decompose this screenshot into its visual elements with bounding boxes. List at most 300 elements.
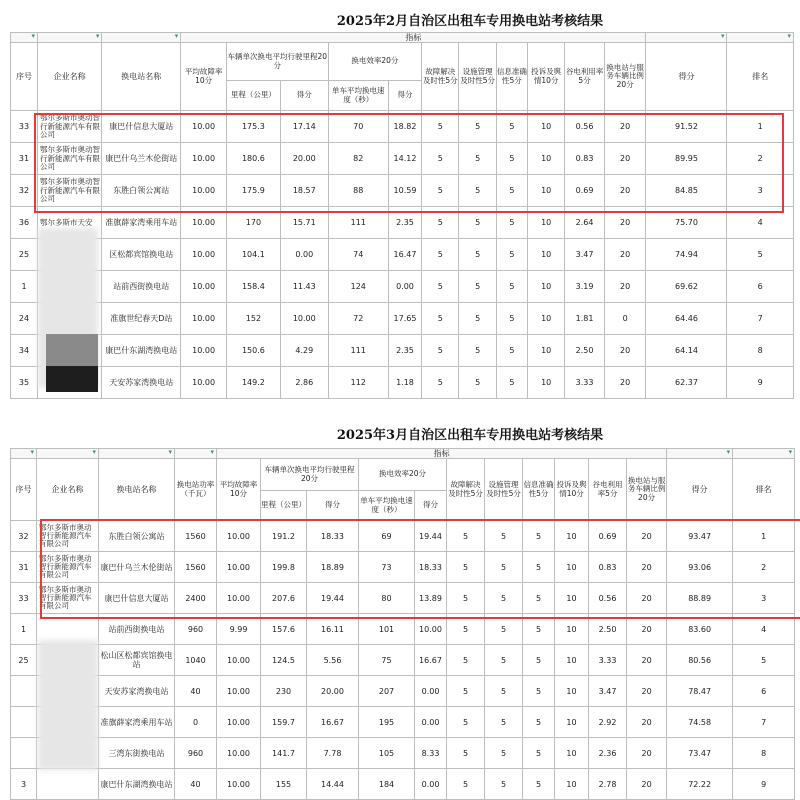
cell-c1: 5 xyxy=(422,111,459,143)
cell-mscore: 11.43 xyxy=(280,271,328,303)
filter-dropdown[interactable] xyxy=(727,33,794,43)
cell-c1: 5 xyxy=(422,175,459,207)
cell-fault: 10.00 xyxy=(181,303,227,335)
cell-fault: 10.00 xyxy=(217,769,261,800)
cell-rank: 3 xyxy=(733,583,795,614)
cell-c3: 5 xyxy=(496,367,527,399)
cell-station: 准旗薛家湾乘用车站 xyxy=(102,207,181,239)
filter-row xyxy=(11,449,795,459)
cell-power: 2400 xyxy=(175,583,217,614)
filter-dropdown[interactable] xyxy=(667,449,733,459)
cell-station: 三湾东街换电站 xyxy=(99,738,175,769)
cell-c3: 5 xyxy=(496,335,527,367)
indicator-label: 指标 xyxy=(405,33,422,42)
cell-valley: 0.83 xyxy=(589,552,627,583)
cell-rank: 4 xyxy=(733,614,795,645)
cell-c4: 10 xyxy=(527,239,564,271)
cell-fault: 10.00 xyxy=(217,552,261,583)
cell-total: 88.89 xyxy=(667,583,733,614)
cell-c1: 5 xyxy=(422,143,459,175)
feb-results-table xyxy=(10,32,794,399)
filter-row xyxy=(11,33,794,43)
cell-fault: 10.00 xyxy=(181,335,227,367)
cell-mscore: 19.44 xyxy=(307,583,359,614)
cell-c4: 10 xyxy=(555,769,589,800)
cell-c2: 5 xyxy=(485,738,523,769)
cell-c3: 5 xyxy=(523,552,555,583)
col-company: 企业名称 xyxy=(37,459,99,521)
cell-c2: 5 xyxy=(459,111,496,143)
cell-c3: 5 xyxy=(496,175,527,207)
cell-station: 东胜白领公寓站 xyxy=(99,521,175,552)
table-row xyxy=(11,645,795,676)
cell-fault: 10.00 xyxy=(181,367,227,399)
cell-rank: 3 xyxy=(727,175,794,207)
cell-power: 1560 xyxy=(175,521,217,552)
cell-escore: 14.12 xyxy=(388,143,421,175)
cell-escore: 2.35 xyxy=(388,335,421,367)
cell-c1: 5 xyxy=(447,614,485,645)
cell-mscore: 18.57 xyxy=(280,175,328,207)
cell-company: 鄂尔多斯市奥动智行新能源汽车有限公司 xyxy=(37,521,99,552)
cell-total: 72.22 xyxy=(667,769,733,800)
cell-seq: 3 xyxy=(11,769,37,800)
cell-seq: 33 xyxy=(11,111,38,143)
cell-escore: 0.00 xyxy=(388,271,421,303)
cell-seq: 24 xyxy=(11,303,38,335)
filter-dropdown[interactable] xyxy=(175,449,217,459)
col-ratio: 换电站与服务车辆比例20分 xyxy=(604,43,646,111)
header-row xyxy=(11,43,794,81)
col-station: 换电站名称 xyxy=(102,43,181,111)
cell-speed: 112 xyxy=(328,367,388,399)
cell-fault: 10.00 xyxy=(181,239,227,271)
cell-rank: 7 xyxy=(733,707,795,738)
cell-escore: 0.00 xyxy=(415,676,447,707)
cell-valley: 0.56 xyxy=(565,111,604,143)
cell-fault: 10.00 xyxy=(217,676,261,707)
filter-dropdown[interactable] xyxy=(11,33,38,43)
cell-company: 鄂尔多斯市奥动智行新能源汽车有限公司 xyxy=(37,552,99,583)
col-rank: 排名 xyxy=(733,459,795,521)
cell-c3: 5 xyxy=(496,111,527,143)
cell-speed: 124 xyxy=(328,271,388,303)
cell-c4: 10 xyxy=(527,143,564,175)
cell-station: 准旗世纪春天D站 xyxy=(102,303,181,335)
col-fault-rate: 平均故障率10分 xyxy=(217,459,261,521)
cell-total: 74.58 xyxy=(667,707,733,738)
cell-speed: 88 xyxy=(328,175,388,207)
col-station: 换电站名称 xyxy=(99,459,175,521)
cell-mileage: 158.4 xyxy=(226,271,280,303)
cell-mscore: 15.71 xyxy=(280,207,328,239)
cell-seq: 34 xyxy=(11,335,38,367)
filter-dropdown[interactable] xyxy=(646,33,727,43)
filter-dropdown[interactable] xyxy=(102,33,181,43)
cell-rank: 8 xyxy=(727,335,794,367)
cell-valley: 0.69 xyxy=(565,175,604,207)
col-seq: 序号 xyxy=(11,459,37,521)
cell-c1: 5 xyxy=(422,303,459,335)
filter-dropdown[interactable] xyxy=(99,449,175,459)
col-complaint: 投诉及舆情10分 xyxy=(555,459,589,521)
mar-results-table xyxy=(10,448,795,800)
cell-mileage: 141.7 xyxy=(261,738,307,769)
cell-fault: 9.99 xyxy=(217,614,261,645)
cell-ratio: 20 xyxy=(604,111,646,143)
cell-speed: 74 xyxy=(328,239,388,271)
cell-seq: 25 xyxy=(11,645,37,676)
col-rank: 排名 xyxy=(727,43,794,111)
cell-mscore: 14.44 xyxy=(307,769,359,800)
cell-mscore: 18.33 xyxy=(307,521,359,552)
cell-ratio: 20 xyxy=(604,239,646,271)
cell-c4: 10 xyxy=(527,367,564,399)
cell-speed: 73 xyxy=(359,552,415,583)
cell-escore: 2.35 xyxy=(388,207,421,239)
cell-total: 84.85 xyxy=(646,175,727,207)
cell-mileage: 199.8 xyxy=(261,552,307,583)
cell-escore: 10.59 xyxy=(388,175,421,207)
filter-dropdown[interactable] xyxy=(733,449,795,459)
cell-ratio: 20 xyxy=(627,738,667,769)
cell-power: 960 xyxy=(175,738,217,769)
cell-c2: 5 xyxy=(485,552,523,583)
col-total: 得分 xyxy=(667,459,733,521)
cell-fault: 10.00 xyxy=(217,707,261,738)
cell-c3: 5 xyxy=(496,143,527,175)
cell-rank: 8 xyxy=(733,738,795,769)
cell-valley: 0.69 xyxy=(589,521,627,552)
cell-power: 0 xyxy=(175,707,217,738)
cell-rank: 5 xyxy=(727,239,794,271)
col-mileage-group: 车辆单次换电平均行驶里程20分 xyxy=(261,459,359,491)
cell-c4: 10 xyxy=(527,175,564,207)
cell-power: 40 xyxy=(175,769,217,800)
cell-ratio: 20 xyxy=(627,552,667,583)
col-facility: 设施管理及时性5分 xyxy=(485,459,523,521)
cell-escore: 16.67 xyxy=(415,645,447,676)
cell-mscore: 16.67 xyxy=(307,707,359,738)
cell-c2: 5 xyxy=(485,707,523,738)
cell-c3: 5 xyxy=(523,614,555,645)
cell-mscore: 18.89 xyxy=(307,552,359,583)
cell-total: 78.47 xyxy=(667,676,733,707)
filter-dropdown[interactable] xyxy=(37,33,101,43)
cell-seq: 1 xyxy=(11,271,38,303)
table-row xyxy=(11,143,794,175)
cell-valley: 1.81 xyxy=(565,303,604,335)
cell-c1: 5 xyxy=(447,707,485,738)
table-row xyxy=(11,614,795,645)
cell-total: 89.95 xyxy=(646,143,727,175)
cell-total: 69.62 xyxy=(646,271,727,303)
cell-total: 62.37 xyxy=(646,367,727,399)
table-row xyxy=(11,707,795,738)
cell-valley: 3.33 xyxy=(589,645,627,676)
cell-fault: 10.00 xyxy=(181,143,227,175)
cell-mscore: 16.11 xyxy=(307,614,359,645)
cell-c1: 5 xyxy=(447,552,485,583)
cell-c3: 5 xyxy=(496,303,527,335)
cell-rank: 4 xyxy=(727,207,794,239)
filter-dropdown[interactable] xyxy=(11,449,37,459)
cell-mscore: 7.78 xyxy=(307,738,359,769)
col-total: 得分 xyxy=(646,43,727,111)
col-info: 信息准确性5分 xyxy=(496,43,527,111)
col-mileage-score: 得分 xyxy=(280,81,328,111)
cell-c3: 5 xyxy=(496,271,527,303)
cell-total: 75.70 xyxy=(646,207,727,239)
table-row xyxy=(11,676,795,707)
table-row xyxy=(11,367,794,399)
cell-valley: 2.50 xyxy=(589,614,627,645)
cell-c4: 10 xyxy=(555,583,589,614)
cell-power: 1040 xyxy=(175,645,217,676)
cell-rank: 2 xyxy=(727,143,794,175)
cell-c2: 5 xyxy=(459,175,496,207)
cell-valley: 0.56 xyxy=(589,583,627,614)
cell-ratio: 20 xyxy=(604,143,646,175)
table-row xyxy=(11,335,794,367)
cell-c2: 5 xyxy=(485,769,523,800)
col-speed: 单车平均换电速度（秒） xyxy=(359,491,415,521)
cell-c3: 5 xyxy=(523,521,555,552)
cell-station: 康巴什乌兰木伦街站 xyxy=(99,552,175,583)
cell-c2: 5 xyxy=(459,271,496,303)
cell-mscore: 20.00 xyxy=(280,143,328,175)
cell-station: 东胜白领公寓站 xyxy=(102,175,181,207)
cell-mscore: 10.00 xyxy=(280,303,328,335)
cell-c1: 5 xyxy=(447,583,485,614)
table-row xyxy=(11,769,795,800)
cell-fault: 10.00 xyxy=(217,583,261,614)
cell-c2: 5 xyxy=(485,614,523,645)
cell-station: 松山区松都宾馆换电站 xyxy=(99,645,175,676)
feb-table-title: 2025年2月自治区出租车专用换电站考核结果 xyxy=(336,14,604,29)
cell-c2: 5 xyxy=(485,583,523,614)
cell-ratio: 20 xyxy=(604,335,646,367)
cell-fault: 10.00 xyxy=(181,271,227,303)
cell-c4: 10 xyxy=(555,614,589,645)
col-power: 换电站功率（千瓦） xyxy=(175,459,217,521)
table-row xyxy=(11,111,794,143)
cell-total: 91.52 xyxy=(646,111,727,143)
cell-station: 站前西街换电站 xyxy=(99,614,175,645)
cell-mileage: 191.2 xyxy=(261,521,307,552)
cell-power: 960 xyxy=(175,614,217,645)
col-ratio: 换电站与服务车辆比例20分 xyxy=(627,459,667,521)
cell-ratio: 20 xyxy=(604,207,646,239)
cell-company: 鄂尔多斯市奥动智行新能源汽车有限公司 xyxy=(37,111,101,143)
cell-c1: 5 xyxy=(447,645,485,676)
cell-speed: 69 xyxy=(359,521,415,552)
cell-seq: 25 xyxy=(11,239,38,271)
col-valley: 谷电利用率5分 xyxy=(565,43,604,111)
cell-mileage: 170 xyxy=(226,207,280,239)
cell-seq: 36 xyxy=(11,207,38,239)
cell-mileage: 149.2 xyxy=(226,367,280,399)
cell-total: 80.56 xyxy=(667,645,733,676)
table-row xyxy=(11,271,794,303)
cell-speed: 207 xyxy=(359,676,415,707)
cell-rank: 7 xyxy=(727,303,794,335)
cell-mileage: 152 xyxy=(226,303,280,335)
cell-seq xyxy=(11,738,37,769)
cell-escore: 16.47 xyxy=(388,239,421,271)
cell-speed: 111 xyxy=(328,207,388,239)
redacted-company-blur xyxy=(38,640,98,770)
col-speed: 单车平均换电速度（秒） xyxy=(328,81,388,111)
cell-power: 40 xyxy=(175,676,217,707)
col-mileage: 里程（公里） xyxy=(226,81,280,111)
cell-c3: 5 xyxy=(523,769,555,800)
cell-ratio: 20 xyxy=(627,707,667,738)
cell-mscore: 4.29 xyxy=(280,335,328,367)
cell-total: 74.94 xyxy=(646,239,727,271)
cell-seq: 33 xyxy=(11,583,37,614)
cell-c4: 10 xyxy=(555,521,589,552)
cell-c3: 5 xyxy=(523,707,555,738)
cell-station: 康巴什东湖湾换电站 xyxy=(99,769,175,800)
cell-mscore: 5.56 xyxy=(307,645,359,676)
cell-seq: 31 xyxy=(11,552,37,583)
cell-valley: 3.47 xyxy=(589,676,627,707)
cell-c2: 5 xyxy=(485,676,523,707)
cell-valley: 3.47 xyxy=(565,239,604,271)
cell-total: 73.47 xyxy=(667,738,733,769)
cell-c1: 5 xyxy=(422,271,459,303)
cell-mscore: 17.14 xyxy=(280,111,328,143)
cell-escore: 0.00 xyxy=(415,769,447,800)
cell-valley: 2.36 xyxy=(589,738,627,769)
cell-station: 康巴什信息大厦站 xyxy=(99,583,175,614)
cell-escore: 1.18 xyxy=(388,367,421,399)
cell-c4: 10 xyxy=(555,707,589,738)
cell-c4: 10 xyxy=(555,676,589,707)
cell-ratio: 20 xyxy=(627,769,667,800)
cell-speed: 70 xyxy=(328,111,388,143)
cell-station: 康巴什东湖湾换电站 xyxy=(102,335,181,367)
cell-station: 康巴什乌兰木伦街站 xyxy=(102,143,181,175)
cell-escore: 19.44 xyxy=(415,521,447,552)
cell-rank: 1 xyxy=(733,521,795,552)
table-row xyxy=(11,175,794,207)
cell-ratio: 20 xyxy=(604,175,646,207)
cell-escore: 17.65 xyxy=(388,303,421,335)
cell-c4: 10 xyxy=(555,645,589,676)
cell-c2: 5 xyxy=(459,367,496,399)
redacted-block xyxy=(46,334,98,366)
cell-speed: 184 xyxy=(359,769,415,800)
cell-escore: 18.82 xyxy=(388,111,421,143)
cell-valley: 2.64 xyxy=(565,207,604,239)
cell-c2: 5 xyxy=(485,521,523,552)
cell-valley: 0.83 xyxy=(565,143,604,175)
cell-company: 鄂尔多斯市天安 xyxy=(37,207,101,239)
cell-valley: 2.78 xyxy=(589,769,627,800)
cell-station: 天安苏家湾换电站 xyxy=(99,676,175,707)
cell-fault: 10.00 xyxy=(217,738,261,769)
cell-seq: 32 xyxy=(11,521,37,552)
cell-station: 站前西街换电站 xyxy=(102,271,181,303)
col-seq: 序号 xyxy=(11,43,38,111)
cell-c4: 10 xyxy=(527,303,564,335)
table-row xyxy=(11,207,794,239)
col-mileage-group: 车辆单次换电平均行驶里程20分 xyxy=(226,43,328,81)
cell-total: 64.46 xyxy=(646,303,727,335)
col-efficiency-score: 得分 xyxy=(388,81,421,111)
cell-station: 天安苏家湾换电站 xyxy=(102,367,181,399)
cell-mileage: 104.1 xyxy=(226,239,280,271)
cell-mileage: 150.6 xyxy=(226,335,280,367)
cell-rank: 2 xyxy=(733,552,795,583)
cell-ratio: 20 xyxy=(604,271,646,303)
cell-seq: 32 xyxy=(11,175,38,207)
cell-mscore: 20.00 xyxy=(307,676,359,707)
cell-escore: 8.33 xyxy=(415,738,447,769)
cell-company: 鄂尔多斯市奥动智行新能源汽车有限公司 xyxy=(37,175,101,207)
col-company: 企业名称 xyxy=(37,43,101,111)
indicator-header xyxy=(181,33,646,43)
col-mileage-score: 得分 xyxy=(307,491,359,521)
cell-escore: 10.00 xyxy=(415,614,447,645)
cell-speed: 72 xyxy=(328,303,388,335)
table-row xyxy=(11,303,794,335)
cell-fault: 10.00 xyxy=(217,645,261,676)
cell-station: 康巴什信息大厦站 xyxy=(102,111,181,143)
cell-mileage: 175.3 xyxy=(226,111,280,143)
header-row xyxy=(11,459,795,491)
cell-ratio: 20 xyxy=(604,367,646,399)
cell-c4: 10 xyxy=(555,738,589,769)
cell-c2: 5 xyxy=(459,143,496,175)
cell-station: 准旗薛家湾乘用车站 xyxy=(99,707,175,738)
filter-dropdown[interactable] xyxy=(37,449,99,459)
cell-mileage: 124.5 xyxy=(261,645,307,676)
cell-total: 83.60 xyxy=(667,614,733,645)
cell-fault: 10.00 xyxy=(181,207,227,239)
col-efficiency-score: 得分 xyxy=(415,491,447,521)
cell-c1: 5 xyxy=(422,207,459,239)
cell-mileage: 159.7 xyxy=(261,707,307,738)
cell-c3: 5 xyxy=(523,583,555,614)
cell-ratio: 0 xyxy=(604,303,646,335)
cell-rank: 1 xyxy=(727,111,794,143)
cell-fault: 10.00 xyxy=(181,175,227,207)
cell-escore: 13.89 xyxy=(415,583,447,614)
cell-company: 鄂尔多斯市奥动智行新能源汽车有限公司 xyxy=(37,143,101,175)
cell-c4: 10 xyxy=(527,271,564,303)
col-fault-rate: 平均故障率10分 xyxy=(181,43,227,111)
cell-c3: 5 xyxy=(496,239,527,271)
cell-seq: 31 xyxy=(11,143,38,175)
cell-mileage: 155 xyxy=(261,769,307,800)
cell-ratio: 20 xyxy=(627,583,667,614)
cell-c3: 5 xyxy=(496,207,527,239)
cell-seq xyxy=(11,676,37,707)
indicator-header xyxy=(217,449,667,459)
col-info: 信息准确性5分 xyxy=(523,459,555,521)
cell-mileage: 180.6 xyxy=(226,143,280,175)
col-efficiency-group: 换电效率20分 xyxy=(359,459,447,491)
cell-mscore: 2.86 xyxy=(280,367,328,399)
col-fault-resolve: 故障解决及时性5分 xyxy=(422,43,459,111)
indicator-label: 指标 xyxy=(433,449,450,458)
cell-seq: 1 xyxy=(11,614,37,645)
cell-c2: 5 xyxy=(459,207,496,239)
cell-speed: 101 xyxy=(359,614,415,645)
